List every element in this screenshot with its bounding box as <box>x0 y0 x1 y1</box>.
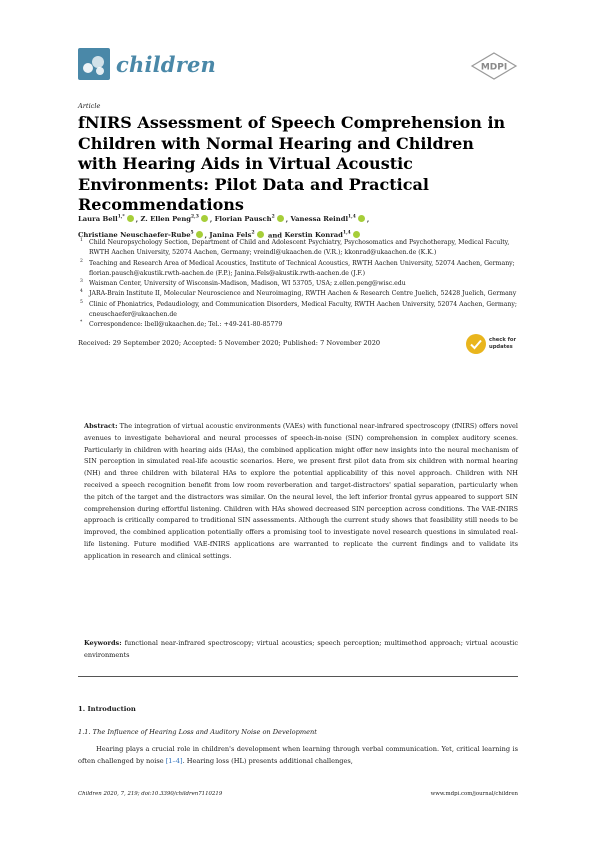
check-updates-icon <box>466 334 486 354</box>
author-name: Kerstin Konrad <box>284 231 343 240</box>
author-affiliation-marker: 2,3 <box>191 215 199 220</box>
affiliation-text: Correspondence: lbell@ukaachen.de; Tel.: +49-241-80-85779 <box>89 321 283 329</box>
affiliation-item <box>80 300 520 321</box>
affiliation-number: 1 <box>80 238 83 243</box>
check-updates-label-2: updates <box>489 344 513 350</box>
author-separator: and <box>265 231 285 240</box>
affiliation-item <box>80 320 520 330</box>
author-separator: , <box>366 215 370 224</box>
publication-dates: Received: 29 September 2020; Accepted: 5 November 2020; Published: 7 November 2020 <box>78 339 381 347</box>
affiliation-item <box>80 279 520 289</box>
author-affiliation-marker: 2 <box>271 215 275 220</box>
section-heading: 1. Introduction <box>78 705 136 713</box>
author[interactable] <box>141 215 210 223</box>
author-affiliation-marker: 2 <box>251 230 255 236</box>
author-affiliation-marker: 1,* <box>117 215 125 220</box>
intro-text-end: . Hearing loss (HL) presents additional challenges, <box>182 756 353 765</box>
affiliations <box>80 238 520 331</box>
journal-name: children <box>116 52 216 77</box>
subsection-heading: 1.1. The Influence of Hearing Loss and Auditory Noise on Development <box>78 728 317 736</box>
author-separator: , <box>209 215 215 224</box>
publisher-name: MDPI <box>480 62 508 73</box>
author-separator: , <box>135 215 141 224</box>
affiliation-item <box>80 289 520 299</box>
article-title: fNIRS Assessment of Speech Comprehension in Children with Normal Hearing and Children with Hearing Aids in Virtual Acoustic Environments: Pilot Data and Practical Recommendations <box>78 113 506 214</box>
keywords <box>84 638 518 662</box>
keywords-label: Keywords: <box>84 639 122 647</box>
orcid-icon[interactable] <box>196 231 203 238</box>
publisher-logo <box>470 52 518 82</box>
orcid-icon[interactable] <box>358 215 365 222</box>
orcid-icon[interactable] <box>201 215 208 222</box>
author-separator: , <box>204 231 210 240</box>
affiliation-number: 2 <box>80 258 83 264</box>
orcid-icon[interactable] <box>127 215 134 222</box>
citation-link[interactable]: [1–4] <box>165 756 183 765</box>
affiliation-number: 5 <box>80 299 83 305</box>
section-divider <box>78 676 518 677</box>
affiliation-text: Clinic of Phoniatrics, Pedaudiology, and Communication Disorders, Medical Faculty, RWTH Aachen University, 52074 Aachen, Germany; cneuschaefer@ukaachen.de <box>89 300 518 319</box>
affiliation-item <box>80 259 520 280</box>
affiliation-number: 3 <box>80 279 83 285</box>
author-affiliation-marker: 5 <box>190 230 194 236</box>
orcid-icon[interactable] <box>353 231 360 238</box>
author[interactable] <box>215 215 286 223</box>
keywords-text: functional near-infrared spectroscopy; virtual acoustics; speech perception; multimethod approach; virtual acoustic environments <box>84 639 518 659</box>
footer-journal-url[interactable]: www.mdpi.com/journal/children <box>430 791 518 797</box>
check-updates-label: check for <box>489 337 516 343</box>
author-name: Christiane Neuschaefer-Rube <box>78 231 191 240</box>
journal-logo <box>78 48 110 80</box>
abstract-label: Abstract: <box>84 422 118 430</box>
orcid-icon[interactable] <box>257 231 264 238</box>
footer-citation: Children 2020, 7, 219; doi:10.3390/children7110219 <box>78 791 223 797</box>
intro-paragraph <box>78 744 518 768</box>
intro-text-start: Hearing plays a crucial role in children's development when learning through verbal communication. Yet, critical learning is often challenged by noise <box>78 745 518 765</box>
author-separator: , <box>285 215 291 224</box>
author[interactable] <box>290 215 366 223</box>
author-affiliation-marker: 1,4 <box>342 230 351 236</box>
affiliation-number: * <box>80 320 83 326</box>
author-name: Janina Fels <box>209 231 252 240</box>
author-name: Z. Ellen Peng <box>140 215 192 224</box>
abstract <box>84 421 518 563</box>
article-type: Article <box>78 102 101 110</box>
author-name: Laura Bell <box>78 215 118 224</box>
abstract-text: The integration of virtual acoustic environments (VAEs) with functional near-infrared spectroscopy (fNIRS) offers novel avenues to investigate behavioral and neural processes of speech-in-noise (SIN) comprehension in complex auditory scenes. Particularly in children with hearing aids (HAs), the combined application might offer new insights into the neural mechanism of SIN perception in simulated real-life acoustic scenarios. Here, we present first pilot data from six children with normal hearing (NH) and three children with bilateral HAs to explore the potential applicability of this novel approach. Children with NH received a speech recognition benefit from low room reverberation and target-distractors' spatial separation, particularly when the pitch of the target and the distractors was similar. On the neural level, the left inferior frontal gyrus appeared to support SIN comprehension during effortful listening. Children with HAs showed decreased SIN perception across conditions. The VAE-fNIRS approach is critically compared to traditional SIN assessments. Although the current study shows that feasibility still needs to be improved, the combined application potentially offers a promising tool to investigate novel research questions in simulated real-life listening. Future modified VAE-fNIRS applications are warranted to replicate the current findings and to validate its application in research and clinical settings. <box>84 422 518 560</box>
affiliation-text: Waisman Center, University of Wisconsin-Madison, Madison, WI 53705, USA; z.ellen.peng@wisc.edu <box>89 280 406 288</box>
affiliation-number: 4 <box>80 289 83 295</box>
affiliation-text: Teaching and Research Area of Medical Acoustics, Institute of Technical Acoustics, RWTH Aachen University, 52074 Aachen, Germany; florian.pausch@akustik.rwth-aachen.de (F.P.); Janina.Fels@akustik.rwth-aachen.de (J.F.) <box>89 259 515 277</box>
author[interactable] <box>78 215 136 223</box>
affiliation-text: JARA-Brain Institute II, Molecular Neuroscience and Neuroimaging, RWTH Aachen & Research Centre Juelich, 52428 Juelich, Germany <box>89 290 517 298</box>
author-name: Vanessa Reindl <box>290 215 349 224</box>
orcid-icon[interactable] <box>277 215 284 222</box>
author-name: Florian Pausch <box>214 215 272 224</box>
affiliation-text: Child Neuropsychology Section, Department of Child and Adolescent Psychiatry, Psychosomatics and Psychotherapy, Medical Faculty, RWTH Aachen University, 52074 Aachen, Germany; vreindl@ukaachen.de (V.R.); kkonrad@ukaachen.de (K.K.) <box>89 239 510 257</box>
affiliation-item <box>80 238 520 259</box>
author-affiliation-marker: 1,4 <box>348 215 356 220</box>
check-for-updates-button[interactable] <box>466 334 518 356</box>
